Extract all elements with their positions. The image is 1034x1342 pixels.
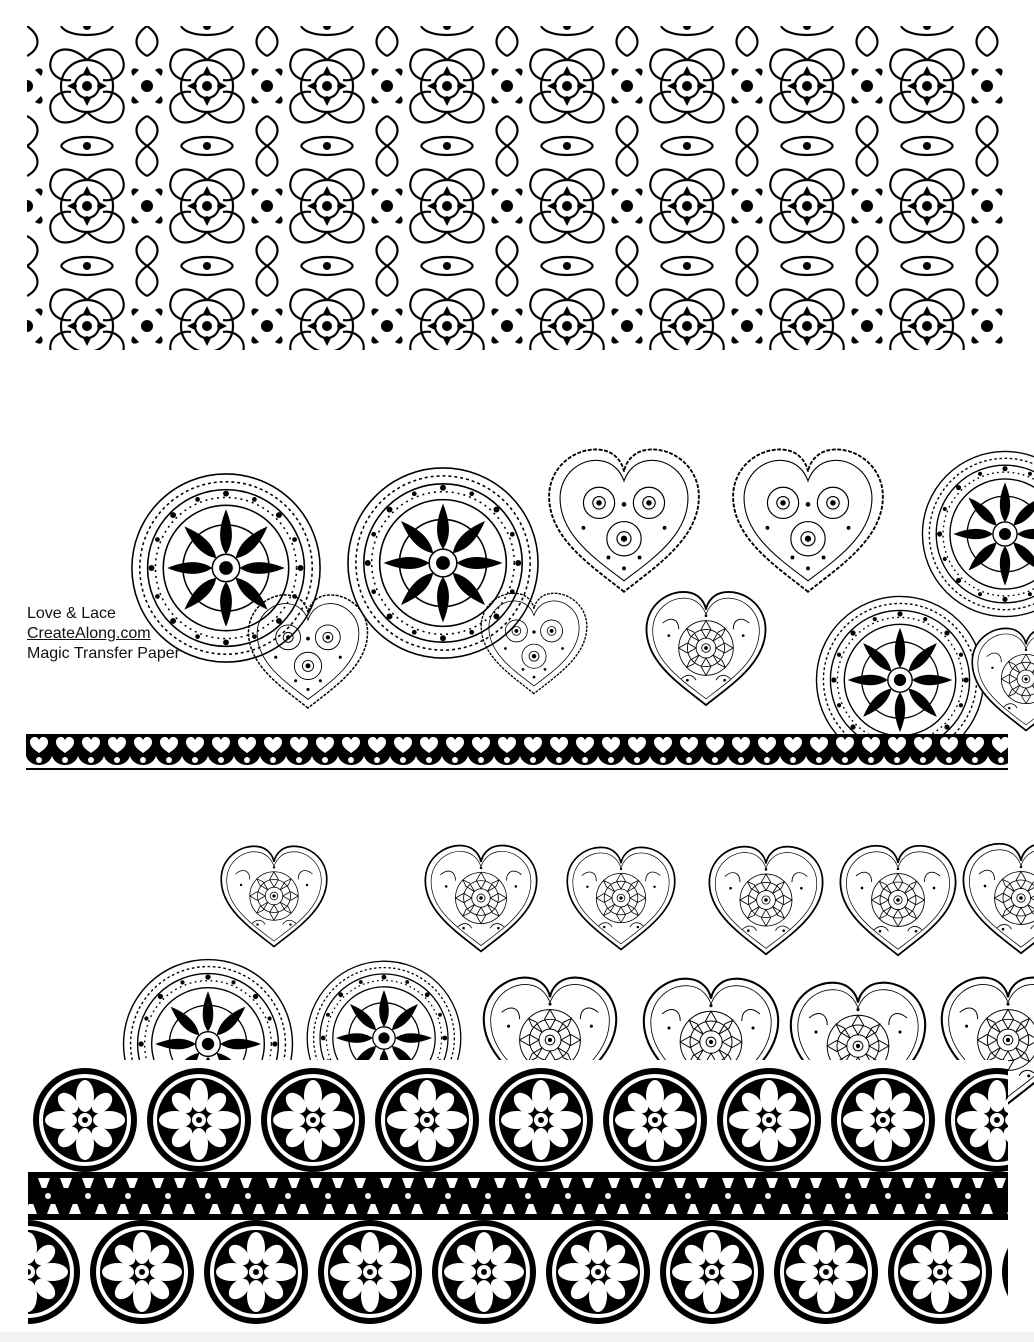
mandala-heart-5 xyxy=(498,786,632,898)
round-doily-4 xyxy=(726,506,900,680)
sheet-caption xyxy=(27,604,180,664)
sheet-bottom-edge xyxy=(0,1332,1034,1342)
heart-doily-small-2 xyxy=(424,526,534,650)
mandala-heart-11 xyxy=(714,906,862,1046)
mandala-heart-12 xyxy=(864,902,1014,1040)
mandala-heart-10 xyxy=(566,902,716,1042)
lace-panel-bottom xyxy=(28,1060,1008,1332)
mandala-heart-9 xyxy=(406,902,556,1040)
mandala-heart-2 xyxy=(914,566,1026,680)
lace-panel-top xyxy=(27,26,1009,350)
mandala-heart-6 xyxy=(644,782,770,900)
round-doily-5 xyxy=(32,868,208,1044)
mandala-heart-8 xyxy=(900,778,1022,898)
heart-doily-2 xyxy=(644,364,816,520)
caption-title: Love & Lace xyxy=(27,605,116,622)
heart-doily-small-1 xyxy=(184,526,308,652)
heart-doily-1 xyxy=(460,364,632,520)
caption-product: Magic Transfer Paper xyxy=(27,645,180,662)
mandala-heart-7 xyxy=(778,780,898,900)
caption-website-link[interactable]: CreateAlong.com xyxy=(27,625,151,642)
mandala-heart-1 xyxy=(578,524,710,648)
round-doily-6 xyxy=(216,878,392,1038)
heart-lace-trim xyxy=(26,734,1008,770)
